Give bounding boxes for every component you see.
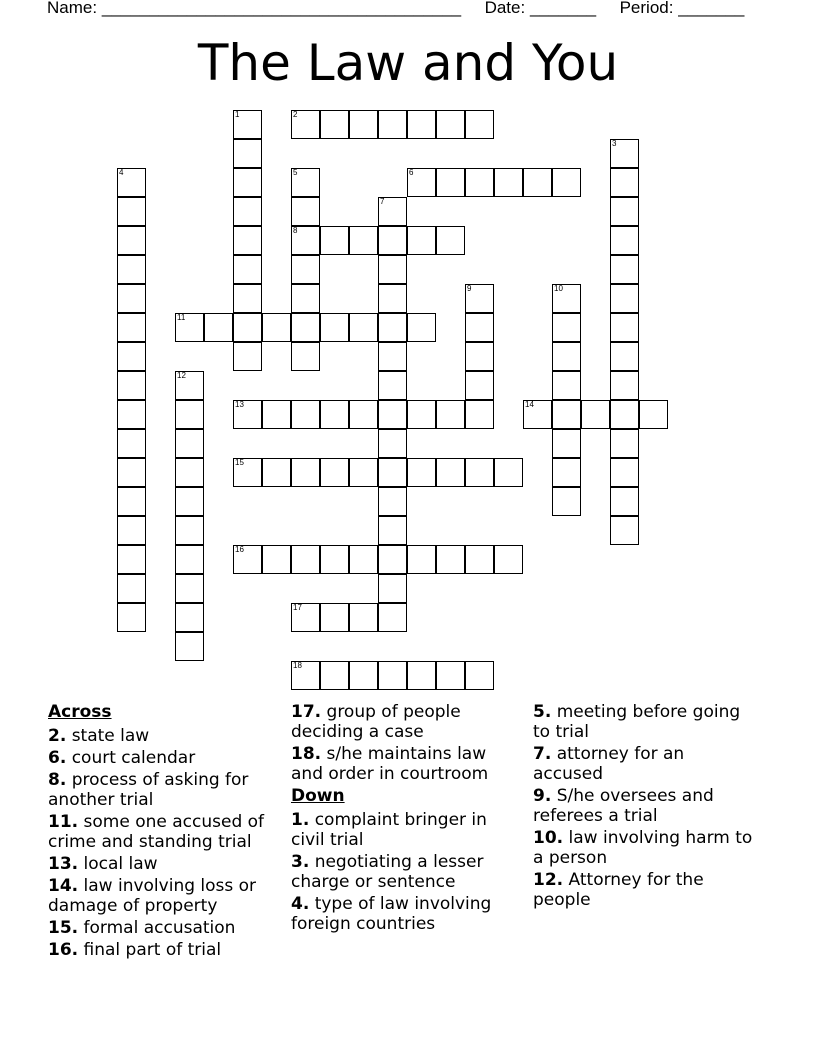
grid-cell[interactable] (552, 429, 581, 458)
grid-cell[interactable] (320, 545, 349, 574)
grid-cell[interactable] (465, 342, 494, 371)
grid-cell[interactable] (436, 458, 465, 487)
grid-cell[interactable] (552, 284, 581, 313)
clue-item-number: 13. (48, 854, 79, 874)
grid-cell[interactable] (465, 284, 494, 313)
grid-cell[interactable] (233, 255, 262, 284)
grid-cell[interactable] (117, 255, 146, 284)
grid-cell[interactable] (610, 139, 639, 168)
clue-list-col2-across (291, 702, 513, 784)
grid-cell[interactable] (378, 284, 407, 313)
grid-cell[interactable] (291, 197, 320, 226)
clue-number: 6 (409, 168, 414, 177)
grid-cell[interactable] (291, 313, 320, 342)
clue-number: 9 (467, 284, 472, 293)
grid-cell[interactable] (349, 603, 378, 632)
grid-cell[interactable] (320, 226, 349, 255)
grid-cell[interactable] (378, 429, 407, 458)
clue-item-number: 14. (48, 876, 79, 896)
grid-cell[interactable] (465, 371, 494, 400)
grid-cell[interactable] (378, 197, 407, 226)
clue-number: 17 (293, 603, 302, 612)
grid-cell[interactable] (117, 458, 146, 487)
grid-cell[interactable] (610, 487, 639, 516)
grid-cell[interactable] (117, 429, 146, 458)
clue-item: 15. formal accusation (48, 918, 236, 938)
period-label: Period: (619, 0, 674, 17)
clue-item-number: 16. (48, 940, 79, 960)
clue-item-number: 9. (533, 786, 552, 806)
grid-cell[interactable] (117, 574, 146, 603)
clue-column-2 (291, 702, 513, 936)
grid-cell[interactable] (494, 545, 523, 574)
clue-item-number: 6. (48, 748, 67, 768)
clue-item-number: 3. (291, 852, 310, 872)
grid-cell[interactable] (233, 313, 262, 342)
clue-item: 18. s/he maintains law and order in courtroom (291, 744, 489, 784)
grid-cell[interactable] (262, 400, 291, 429)
grid-cell[interactable] (378, 574, 407, 603)
grid-cell[interactable] (117, 284, 146, 313)
grid-cell[interactable] (117, 487, 146, 516)
grid-cell[interactable] (610, 168, 639, 197)
clue-item-number: 8. (48, 770, 67, 790)
clue-list-col3 (533, 702, 755, 910)
grid-cell[interactable] (291, 284, 320, 313)
grid-cell[interactable] (407, 458, 436, 487)
clue-item-number: 7. (533, 744, 552, 764)
clue-item: 10. law involving harm to a person (533, 828, 753, 868)
clue-item-number: 18. (291, 744, 322, 764)
date-field[interactable]: _______ (529, 0, 597, 17)
grid-cell[interactable] (291, 458, 320, 487)
grid-cell[interactable] (465, 313, 494, 342)
grid-cell[interactable] (291, 255, 320, 284)
grid-cell[interactable] (175, 313, 204, 342)
grid-cell[interactable] (233, 284, 262, 313)
grid-cell[interactable] (610, 371, 639, 400)
grid-cell[interactable] (610, 284, 639, 313)
page-title: The Law and You (197, 34, 619, 92)
grid-cell[interactable] (175, 458, 204, 487)
down-heading: Down (291, 786, 345, 806)
grid-cell[interactable] (175, 371, 204, 400)
grid-cell[interactable] (117, 226, 146, 255)
clue-list-col1 (48, 726, 280, 960)
grid-cell[interactable] (349, 226, 378, 255)
clue-item-number: 10. (533, 828, 564, 848)
clue-number: 12 (177, 371, 186, 380)
clue-number: 7 (380, 197, 385, 206)
clue-number: 8 (293, 226, 298, 235)
grid-cell[interactable] (117, 168, 146, 197)
grid-cell[interactable] (465, 110, 494, 139)
grid-cell[interactable] (233, 226, 262, 255)
grid-cell[interactable] (378, 313, 407, 342)
grid-cell[interactable] (262, 458, 291, 487)
grid-cell[interactable] (175, 429, 204, 458)
clue-number: 13 (235, 400, 244, 409)
grid-cell[interactable] (465, 545, 494, 574)
clue-item-number: 1. (291, 810, 310, 830)
grid-cell[interactable] (610, 429, 639, 458)
clue-item-number: 11. (48, 812, 79, 832)
grid-cell[interactable] (494, 168, 523, 197)
grid-cell[interactable] (117, 197, 146, 226)
grid-cell[interactable] (465, 458, 494, 487)
clue-number: 11 (177, 313, 186, 322)
grid-cell[interactable] (465, 400, 494, 429)
grid-cell[interactable] (175, 487, 204, 516)
grid-cell[interactable] (349, 661, 378, 690)
grid-cell[interactable] (320, 603, 349, 632)
clue-item: 7. attorney for an accused (533, 744, 685, 784)
clue-column-1 (48, 702, 280, 962)
clue-item: 14. law involving loss or damage of property (48, 876, 257, 916)
clue-item: 17. group of people deciding a case (291, 702, 461, 742)
grid-cell[interactable] (552, 313, 581, 342)
grid-cell[interactable] (233, 110, 262, 139)
clue-number: 2 (293, 110, 298, 119)
grid-cell[interactable] (320, 313, 349, 342)
grid-cell[interactable] (465, 168, 494, 197)
grid-cell[interactable] (610, 226, 639, 255)
grid-cell[interactable] (349, 458, 378, 487)
grid-cell[interactable] (291, 342, 320, 371)
grid-cell[interactable] (320, 400, 349, 429)
grid-cell[interactable] (291, 110, 320, 139)
clue-item-number: 2. (48, 726, 67, 746)
grid-cell[interactable] (378, 545, 407, 574)
grid-cell[interactable] (233, 458, 262, 487)
grid-cell[interactable] (117, 371, 146, 400)
grid-cell[interactable] (204, 313, 233, 342)
grid-cell[interactable] (320, 458, 349, 487)
grid-cell[interactable] (117, 603, 146, 632)
grid-cell[interactable] (378, 487, 407, 516)
grid-cell[interactable] (610, 400, 639, 429)
grid-cell[interactable] (407, 168, 436, 197)
grid-cell[interactable] (581, 400, 610, 429)
grid-cell[interactable] (233, 197, 262, 226)
grid-cell[interactable] (175, 545, 204, 574)
grid-cell[interactable] (117, 400, 146, 429)
grid-cell[interactable] (175, 632, 204, 661)
grid-cell[interactable] (378, 400, 407, 429)
grid-cell[interactable] (349, 400, 378, 429)
grid-cell[interactable] (407, 400, 436, 429)
grid-cell[interactable] (349, 545, 378, 574)
grid-cell[interactable] (262, 313, 291, 342)
grid-cell[interactable] (378, 603, 407, 632)
grid-cell[interactable] (291, 661, 320, 690)
across-heading: Across (48, 702, 112, 722)
grid-cell[interactable] (291, 603, 320, 632)
grid-cell[interactable] (378, 226, 407, 255)
clue-item: 12. Attorney for the people (533, 870, 704, 910)
grid-cell[interactable] (639, 400, 668, 429)
grid-cell[interactable] (378, 661, 407, 690)
clue-number: 4 (119, 168, 124, 177)
clue-item-number: 4. (291, 894, 310, 914)
name-label: Name: (47, 0, 98, 17)
grid-cell[interactable] (262, 545, 291, 574)
grid-cell[interactable] (610, 313, 639, 342)
name-field[interactable]: ______________________________________ (101, 0, 462, 17)
clue-item: 6. court calendar (48, 748, 196, 768)
grid-cell[interactable] (610, 458, 639, 487)
period-field[interactable]: _______ (678, 0, 745, 17)
clue-item-number: 17. (291, 702, 322, 722)
grid-cell[interactable] (117, 313, 146, 342)
grid-cell[interactable] (175, 574, 204, 603)
clue-item: 13. local law (48, 854, 158, 874)
grid-cell[interactable] (233, 545, 262, 574)
grid-cell[interactable] (291, 226, 320, 255)
clue-item-number: 12. (533, 870, 564, 890)
clue-item: 8. process of asking for another trial (48, 770, 249, 810)
grid-cell[interactable] (465, 661, 494, 690)
grid-cell[interactable] (407, 313, 436, 342)
grid-cell[interactable] (552, 458, 581, 487)
grid-cell[interactable] (610, 197, 639, 226)
clue-item: 2. state law (48, 726, 150, 746)
grid-cell[interactable] (378, 516, 407, 545)
grid-cell[interactable] (610, 342, 639, 371)
grid-cell[interactable] (407, 226, 436, 255)
grid-cell[interactable] (320, 110, 349, 139)
grid-cell[interactable] (552, 168, 581, 197)
grid-cell[interactable] (436, 226, 465, 255)
clue-list-col2-down (291, 810, 513, 934)
grid-cell[interactable] (552, 487, 581, 516)
clue-column-3 (533, 702, 755, 912)
grid-cell[interactable] (175, 400, 204, 429)
grid-cell[interactable] (233, 342, 262, 371)
date-label: Date: (484, 0, 526, 17)
grid-cell[interactable] (349, 110, 378, 139)
grid-cell[interactable] (233, 139, 262, 168)
clue-number: 5 (293, 168, 298, 177)
clue-item-number: 15. (48, 918, 79, 938)
grid-cell[interactable] (320, 661, 349, 690)
grid-cell[interactable] (175, 603, 204, 632)
grid-cell[interactable] (407, 661, 436, 690)
clue-number: 14 (525, 400, 534, 409)
grid-cell[interactable] (436, 168, 465, 197)
grid-cell[interactable] (436, 400, 465, 429)
clue-number: 15 (235, 458, 244, 467)
grid-cell[interactable] (175, 516, 204, 545)
clue-number: 16 (235, 545, 244, 554)
grid-cell[interactable] (436, 661, 465, 690)
clue-item: 11. some one accused of crime and standing trial (48, 812, 265, 852)
grid-cell[interactable] (378, 458, 407, 487)
grid-cell[interactable] (610, 255, 639, 284)
clue-item: 4. type of law involving foreign countries (291, 894, 492, 934)
grid-cell[interactable] (378, 342, 407, 371)
clue-number: 18 (293, 661, 302, 670)
grid-cell[interactable] (552, 342, 581, 371)
grid-cell[interactable] (436, 110, 465, 139)
grid-cell[interactable] (552, 371, 581, 400)
grid-cell[interactable] (233, 168, 262, 197)
clue-number: 10 (554, 284, 563, 293)
clue-number: 1 (235, 110, 240, 119)
grid-cell[interactable] (117, 516, 146, 545)
grid-cell[interactable] (407, 110, 436, 139)
grid-cell[interactable] (291, 168, 320, 197)
grid-cell[interactable] (117, 342, 146, 371)
grid-cell[interactable] (523, 168, 552, 197)
grid-cell[interactable] (378, 110, 407, 139)
clue-item: 16. final part of trial (48, 940, 222, 960)
grid-cell[interactable] (233, 400, 262, 429)
grid-cell[interactable] (436, 545, 465, 574)
grid-cell[interactable] (349, 313, 378, 342)
grid-cell[interactable] (552, 400, 581, 429)
clue-item: 1. complaint bringer in civil trial (291, 810, 487, 850)
clue-number: 3 (612, 139, 617, 148)
clue-item: 5. meeting before going to trial (533, 702, 741, 742)
grid-cell[interactable] (291, 400, 320, 429)
grid-cell[interactable] (610, 516, 639, 545)
grid-cell[interactable] (378, 371, 407, 400)
grid-cell[interactable] (523, 400, 552, 429)
grid-cell[interactable] (407, 545, 436, 574)
clue-item: 3. negotiating a lesser charge or sentence (291, 852, 484, 892)
grid-cell[interactable] (378, 255, 407, 284)
clue-item: 9. S/he oversees and referees a trial (533, 786, 714, 826)
grid-cell[interactable] (494, 458, 523, 487)
clue-item-number: 5. (533, 702, 552, 722)
grid-cell[interactable] (117, 545, 146, 574)
grid-cell[interactable] (291, 545, 320, 574)
